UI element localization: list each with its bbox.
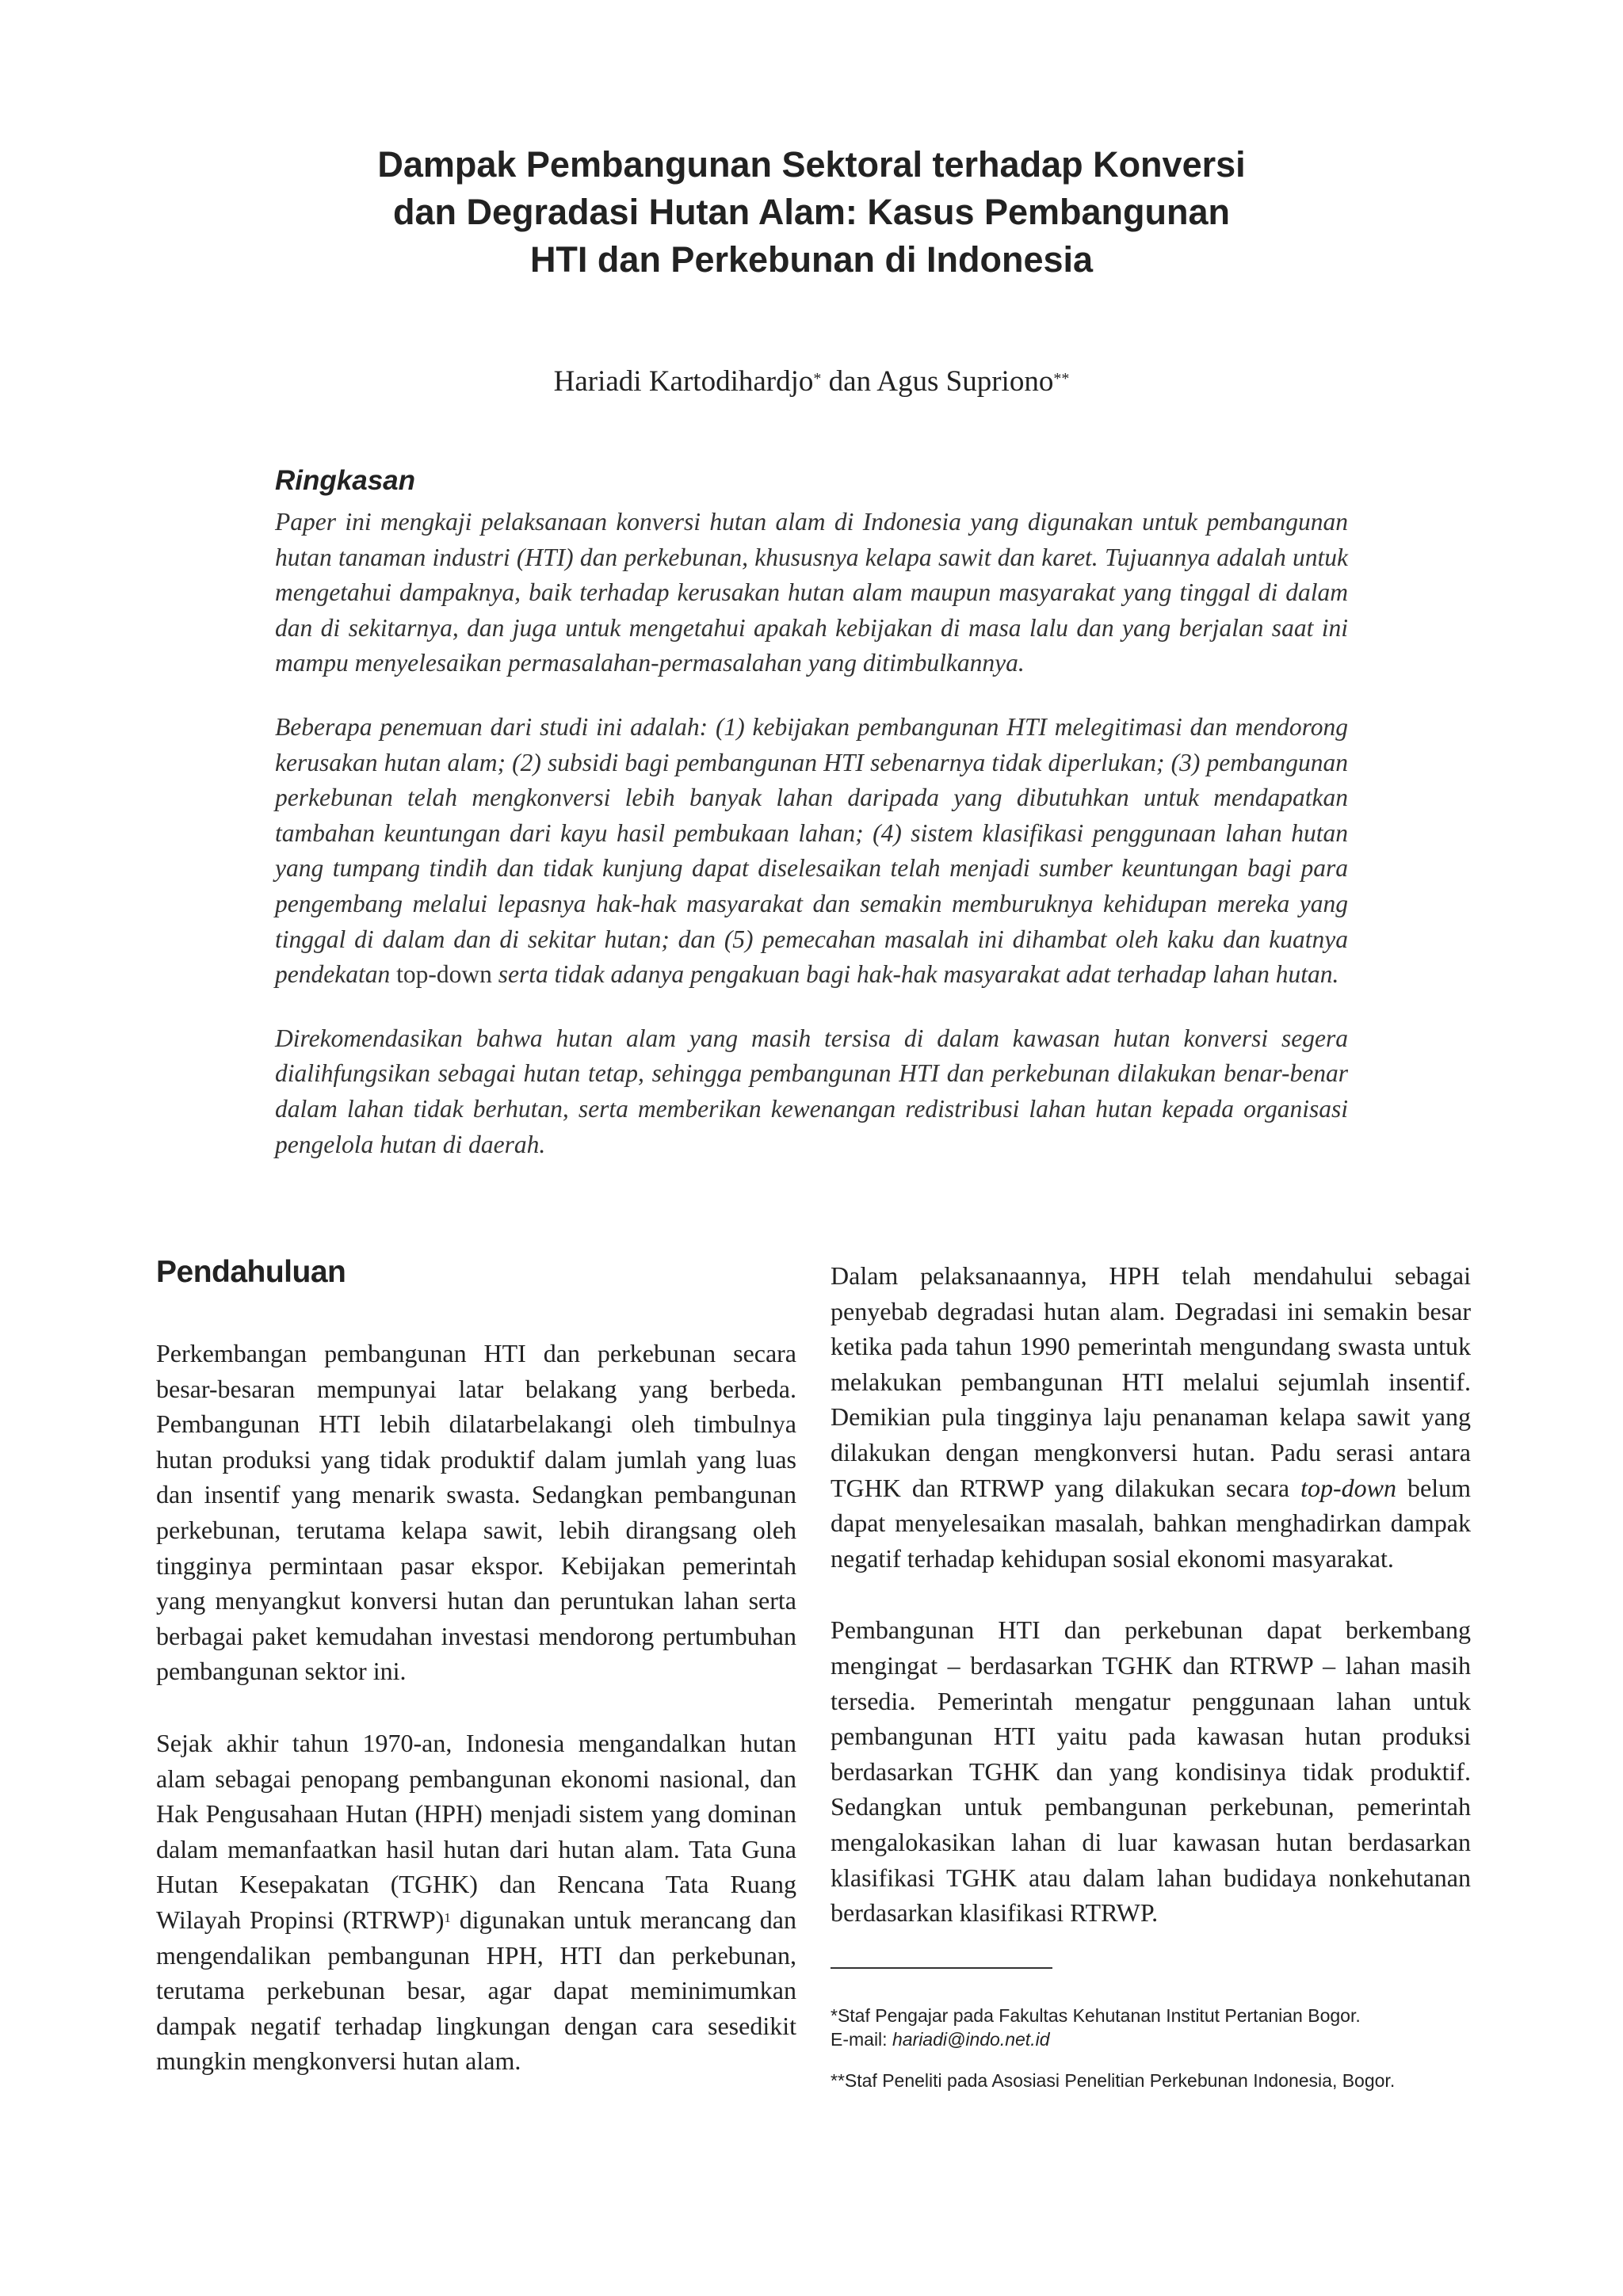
left-column	[156, 1252, 796, 2115]
abstract-p2-end: serta tidak adanya pengakuan bagi hak-hak masyarakat adat terhadap lahan hutan.	[491, 960, 1339, 989]
abstract-paragraph-3: Direkomendasikan bahwa hutan alam yang masih tersisa di dalam kawasan hutan konversi segera dialihfungsikan sebagai hutan tetap, sehingga pembangunan HTI dan perkebunan dilakukan benar-benar dalam lahan tidak berhutan, serta memberikan kewenangan redistribusi lahan hutan kepada organisasi pengelola hutan di daerah.	[275, 1024, 1348, 1158]
footnote-1-text: *Staf Pengajar pada Fakultas Kehutanan Institut Pertanian Bogor.	[831, 2004, 1361, 2026]
right-p1-emphasis: top-down	[1300, 1473, 1396, 1502]
title-line-1: Dampak Pembangunan Sektoral terhadap Konversi	[377, 144, 1246, 185]
section-heading: Pendahuluan	[156, 1255, 346, 1289]
footnote-divider	[831, 1967, 1052, 1969]
right-p1-text-b: belum dapat menyelesaikan masalah, bahkan menghadirkan dampak negatif terhadap kehidupan sosial ekonomi masyarakat.	[831, 1473, 1472, 1573]
author-2-mark: **	[1053, 370, 1070, 387]
title-line-2: dan Degradasi Hutan Alam: Kasus Pembangunan	[392, 192, 1231, 232]
footnote-ref-1: 1	[444, 1909, 451, 1925]
left-paragraph-1: Perkembangan pembangunan HTI dan perkebunan secara besar-besaran mempunyai latar belakang yang berbeda. Pembangunan HTI lebih dilatarbelakangi oleh timbulnya hutan produksi yang tidak produktif dalam jumlah yang luas dan insentif yang menarik swasta. Sedangkan pembangunan perkebunan, terutama kelapa sawit, lebih dirangsang oleh tingginya permintaan pasar ekspor. Kebijakan pemerintah yang menyangkut konversi hutan dan peruntukan lahan serta berbagai paket kemudahan investasi mendorong pertumbuhan pembangunan sektor ini.	[156, 1339, 796, 1686]
author-line	[238, 363, 1385, 401]
footnote-1-email-label: E-mail:	[831, 2028, 892, 2050]
abstract-heading: Ringkasan	[275, 465, 415, 496]
paper-title	[238, 141, 1385, 284]
right-p1-text-a: Dalam pelaksanaannya, HPH telah mendahului sebagai penyebab degradasi hutan alam. Degradasi ini semakin besar ketika pada tahun 1990 pemerintah mengundang swasta untuk melakukan pembangunan HTI melalui sejumlah insentif. Demikian pula tingginya laju penanaman kelapa sawit yang dilakukan dengan mengkonversi hutan. Padu serasi antara TGHK dan RTRWP yang dilakukan secara	[831, 1261, 1471, 1502]
left-paragraph-2	[156, 1726, 796, 2079]
left-p2-text-a: Sejak akhir tahun 1970-an, Indonesia mengandalkan hutan alam sebagai penopang pembangunan ekonomi nasional, dan Hak Pengusahaan Hutan (HPH) menjadi sistem yang dominan dalam memanfaatkan hasil hutan dari hutan alam. Tata Guna Hutan Kesepakatan (TGHK) dan Rencana Tata Ruang Wilayah Propinsi (RTRWP)	[156, 1728, 796, 1934]
author-2: Agus Supriono	[876, 365, 1054, 398]
abstract-paragraph-1: Paper ini mengkaji pelaksanaan konversi hutan alam di Indonesia yang digunakan untuk pembangunan hutan tanaman industri (HTI) dan perkebunan, khususnya kelapa sawit dan karet. Tujuannya adalah untuk mengetahui dampaknya, baik terhadap kerusakan hutan alam maupun masyarakat yang tinggal di dalam dan di sekitarnya, dan juga untuk mengetahui apakah kebijakan di masa lalu dan yang berjalan saat ini mampu menyelesaikan permasalahan-permasalahan yang ditimbulkannya.	[275, 508, 1348, 677]
footnote-1	[831, 2004, 1471, 2051]
abstract	[275, 462, 1348, 1191]
abstract-p2-text: Beberapa penemuan dari studi ini adalah: (1) kebijakan pembangunan HTI melegitimasi dan mendorong kerusakan hutan alam; (2) subsidi bagi pembangunan HTI sebenarnya tidak diperlukan; (3) pembangunan perkebunan telah mengkonversi lebih banyak lahan daripada yang dibutuhkan untuk mendapatkan tambahan keuntungan dari kayu hasil pembukaan lahan; (4) sistem klasifikasi penggunaan lahan hutan yang tumpang tindih dan tidak kunjung dapat diselesaikan telah menjadi sumber keuntungan bagi para pengembang melalui lepasnya hak-hak masyarakat dan semakin memburuknya kehidupan mereka yang tinggal di dalam dan di sekitar hutan; dan (5) pemecahan masalah ini dihambat oleh kaku dan kuatnya pendekatan	[275, 712, 1348, 989]
title-line-3: HTI dan Perkebunan di Indonesia	[529, 239, 1094, 280]
author-conjunction: dan	[821, 365, 877, 398]
footnote-1-email[interactable]: hariadi@indo.net.id	[892, 2028, 1050, 2050]
abstract-p2-upright: top-down	[396, 960, 492, 989]
right-paragraph-1	[831, 1258, 1471, 1576]
left-p2-text-b: digunakan untuk merancang dan mengendalikan pembangunan HPH, HTI dan perkebunan, terutama perkebunan besar, agar dapat meminimumkan dampak negatif terhadap lingkungan dengan cara sesedikit mungkin mengkonversi hutan alam.	[156, 1905, 797, 2076]
right-column	[831, 1258, 1471, 2110]
author-1: Hariadi Kartodihardjo	[553, 365, 814, 398]
right-paragraph-2: Pembangunan HTI dan perkebunan dapat berkembang mengingat – berdasarkan TGHK dan RTRWP – lahan masih tersedia. Pemerintah mengatur penggunaan lahan untuk pembangunan HTI yaitu pada kawasan hutan produksi berdasarkan TGHK dan yang kondisinya tidak produktif. Sedangkan untuk pembangunan perkebunan, pemerintah mengalokasikan lahan di luar kawasan hutan berdasarkan klasifikasi TGHK atau dalam lahan budidaya nonkehutanan berdasarkan klasifikasi RTRWP.	[831, 1615, 1471, 1928]
abstract-paragraph-2	[275, 710, 1348, 993]
footnote-2: **Staf Peneliti pada Asosiasi Penelitian Perkebunan Indonesia, Bogor.	[831, 2069, 1396, 2091]
author-1-mark: *	[813, 370, 822, 387]
